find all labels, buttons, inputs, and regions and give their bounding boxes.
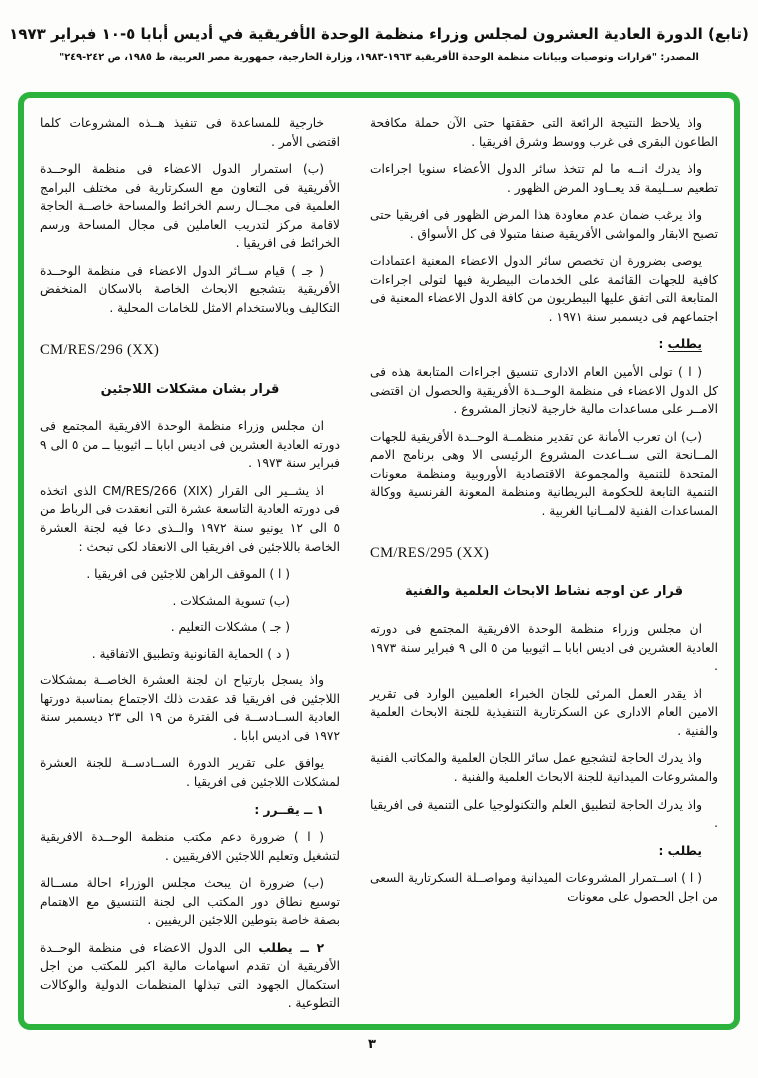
paragraph: ( ا ) اســتمرار المشروعات الميدانية ومواصــلة السكرتارية السعى من اجل الحصول على معونات [370, 871, 718, 904]
paragraph [40, 939, 340, 1013]
resolution-number: CM/RES/295 (XX) [370, 545, 490, 562]
paragraph: اذ يقدر العمل المرئى للجان الخبراء العلميين الوارد فى تقرير الامين العام الادارى عن السكرتارية التنفيذية للجنة الابحاث العلمية والفنية . [370, 686, 718, 738]
paragraph: (ب) ان تعرب الأمانة عن تقدير منظمــة الوحــدة الأفريقية للجهات المــانحة التى ســاعدت المشروع الرئيسى الا وهى برنامج الامم المتحدة للتنمية والمجموعة الاقتصادية الأوروبية ومنظمة معونات التنمية التابعة للحكومة البريطانية ومنظمة المعونة الفرنسية ووكالة المساعدات الفنية لالمــانيا الغربية . [370, 429, 718, 518]
requests-rest: الى الدول الاعضاء فى منظمة الوحــدة الأفريقية ان تقدم اسهامات مالية اكبر للمكتب من اجل استكمال الجهود التى تبذلها المنظمات الدولية والوكالات التطوعية . [40, 940, 340, 1011]
requests-lead: ٢ ــ يطلب [258, 940, 325, 955]
green-border-frame [18, 92, 740, 1030]
paragraph: يوافق على تقرير الدورة الســادســة للجنة العشرة لمشكلات اللاجئين فى افريقيا . [40, 756, 340, 789]
requests-colon: : [658, 337, 668, 352]
paragraph: خارجية للمساعدة فى تنفيذ هــذه المشروعات كلما اقتضى الأمر . [40, 116, 340, 149]
paragraph: (ب) ضرورة ان يبحث مجلس الوزراء احالة مســالة توسيع نطاق دور المكتب الى لجنة التنسيق مع الاهتمام بصفة خاصة بتوطين اللاجئين الريفيين . [40, 876, 340, 928]
paragraph: (ب) استمرار الدول الاعضاء فى منظمة الوحــدة الأفريقية فى التعاون مع السكرتارية فى مختلف البرامج العلمية فى مجــال رسم الخرائط والمساحة خاصــة الحاجة لاقامة مركز لتدريب العاملين فى مجال المساحة ورسم الخرائط فى افريقيا . [40, 162, 340, 251]
paragraph: ان مجلس وزراء منظمة الوحدة الافريقية المجتمع فى دورته العادية العشرين فى اديس ابابا ــ اثيوبيا ــ من ٥ الى ٩ فبراير سنة ١٩٧٣ . [40, 419, 340, 471]
agenda-items-list [40, 565, 340, 663]
paragraph: واذ يدرك الحاجة لتطبيق العلم والتكنولوجيا على التنمية فى افريقيا . [370, 797, 718, 831]
paragraph: واذ يلاحظ النتيجة الرائعة التى حققتها حتى الآن حملة مكافحة الطاعون البقرى فى غرب ووسط وشرق افريقيا . [370, 116, 718, 149]
column-left [40, 114, 340, 1014]
paragraph: ( ا ) ضرورة دعم مكتب منظمة الوحــدة الافريقية لتشغيل وتعليم اللاجئين الافريقيين . [40, 830, 340, 863]
paragraph: واذ يدرك انــه ما لم تتخذ سائر الدول الأعضاء سنويا اجراءات تطعيم ســليمة قد يعــاود المرض الظهور . [370, 162, 718, 195]
paragraph: واذ يرغب ضمان عدم معاودة هذا المرض الظهور فى افريقيا حتى تصبح الابقار والمواشى الأفريقية صنفا متبولا فى كل الأسواق . [370, 208, 718, 241]
paragraph: يوصى بضرورة ان تخصص سائر الدول الاعضاء المعنية اعتمادات كافية للجهات القائمة على الخدمات البيطرية فيها لتولى اجراءات المتابعة التى اتفق عليها البيطريون من كافة الدول الاعضاء المعنية فى اجتماعهم فى ديسمبر سنة ١٩٧١ . [370, 254, 718, 324]
paragraph: اذ يشــير الى القرار CM/RES/266 (XIX) الذى اتخذه فى دورته العادية التاسعة عشرة التى انعقدت فى الرباط من ٥ الى ١٢ يونيو سنة ١٩٧٢ والــذى دعا فيه لجنة العشرة الخاصة باللاجئين فى افريقيا الى الانعقاد لكى تبحث : [39, 483, 340, 554]
requests-word: يطلب [667, 337, 702, 352]
list-item: ( د ) الحماية القانونية وتطبيق الاتفاقية . [91, 646, 290, 661]
list-item: (ب) تسوية المشكلات . [172, 593, 290, 608]
resolution-number: CM/RES/296 (XX) [40, 342, 160, 359]
page-number: ٣ [368, 1037, 376, 1052]
source-citation: المصدر: "قرارات وتوصيات وبيانات منظمة الوحدة الأفريقية ١٩٦٣-١٩٨٣، وزارة الخارجية، جمهورية مصر العربية، ط ١٩٨٥، ص ٢٤٢-٢٤٩" [59, 52, 699, 63]
resolution-title: قرار عن اوجه نشاط الابحاث العلمية والفنية [404, 584, 684, 600]
paragraph: ( جـ ) قيام ســائر الدول الاعضاء فى منظمة الوحــدة الأفريقية بتشجيع الابحاث الخاصة بالاسكان المنخفض التكاليف وبالاستخدام الامثل للخامات المحلية . [40, 263, 340, 315]
list-item: ( ا ) الموقف الراهن للاجئين فى افريقيا . [86, 567, 290, 582]
page-title: (تابع) الدورة العادية العشرون لمجلس وزراء منظمة الوحدة الأفريقية في أديس أبابا ٥-١٠ فبراير ١٩٧٣ [9, 25, 749, 43]
decides-heading: ١ ــ يقــرر : [254, 802, 324, 817]
paragraph: واذ يسجل بارتياح ان لجنة العشرة الخاصــة بمشكلات اللاجئين فى افريقيا قد عقدت ذلك الاجتماع بمناسبة دورتها العادية الســادســة فى الفترة من ١٩ الى ٢٣ ديسمبر سنة ١٩٧٢ فى اديس ابابا . [40, 673, 340, 743]
column-right [370, 114, 718, 1014]
resolution-title: قرار بشان مشكلات اللاجئين [100, 381, 280, 397]
requests-heading [370, 335, 718, 354]
requests-heading: يطلب : [658, 843, 702, 858]
paragraph: ( ا ) تولى الأمين العام الادارى تنسيق اجراءات المتابعة هذه فى كل الدول الاعضاء فى منظمة الوحــدة الأفريقية والحصول ان اقتضى الامــر على مساعدات مالية خارجية لانجاز المشروع . [370, 365, 718, 417]
paragraph: ان مجلس وزراء منظمة الوحدة الافريقية المجتمع فى دورته العادية العشرين فى اديس ابابا ــ اثيوبيا من ٥ الى ٩ فبراير سنة ١٩٧٣ . [370, 622, 719, 674]
list-item: ( جـ ) مشكلات التعليم . [170, 620, 290, 635]
paragraph: واذ يدرك الحاجة لتشجيع عمل سائر اللجان العلمية والمكاتب الفنية والمشروعات الميدانية للجنة الابحاث العلمية والفنية . [370, 751, 718, 784]
two-column-layout [40, 114, 718, 1014]
